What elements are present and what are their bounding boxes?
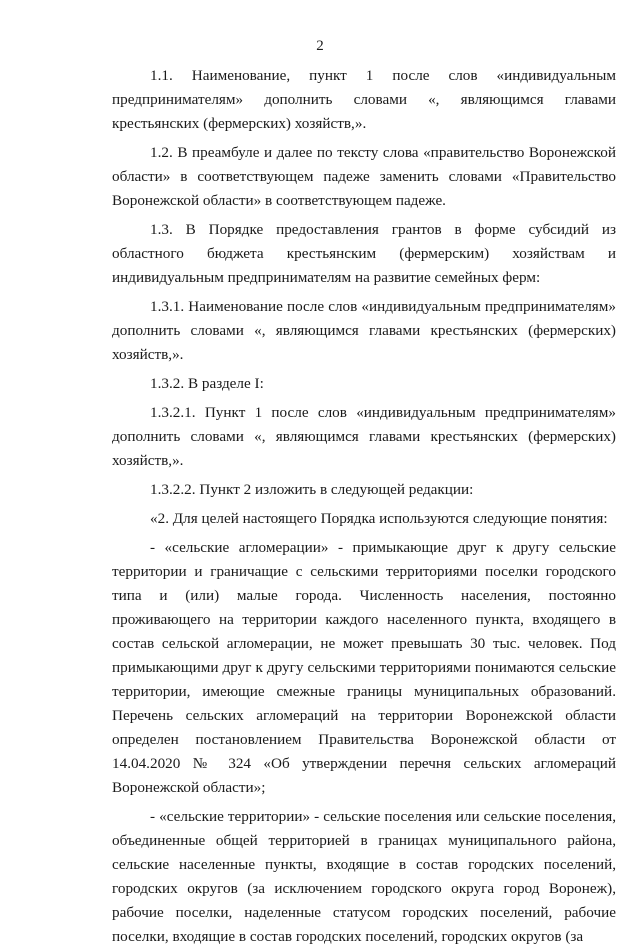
- paragraph-clause-2: «2. Для целей настоящего Порядка используются следующие понятия:: [150, 510, 608, 527]
- paragraph-1-3-1: 1.3.1. Наименование после слов «индивидуальным предпринимателям» дополнить словами «, являющимся главами крестьянских (фермерских) хозяйств,».: [112, 298, 616, 363]
- paragraph-1-3: 1.3. В Порядке предоставления грантов в форме субсидий из областного бюджета крестьянским (фермерским) хозяйствам и индивидуальным предпринимателям на развитие семейных ферм:: [112, 221, 616, 286]
- paragraph-1-2: 1.2. В преамбуле и далее по тексту слова «правительство Воронежской области» в соответствующем падеже заменить словами «Правительство Воронежской области» в соответствующем падеже.: [112, 144, 616, 209]
- document-body: [112, 64, 616, 949]
- paragraph-rural-territories: - «сельские территории» - сельские поселения или сельские поселения, объединенные общей территорией в границах муниципального района, сельские населенные пункты, входящие в состав городских поселений, городских округов (за исключением городского округа город Воронеж), рабочие поселки, наделенные статусом городских поселений, рабочие поселки, входящие в состав городских поселений, городских округов (за: [112, 808, 616, 945]
- paragraph-1-3-2-2: 1.3.2.2. Пункт 2 изложить в следующей редакции:: [150, 481, 474, 498]
- page-number: 2: [316, 38, 324, 54]
- paragraph-1-1: 1.1. Наименование, пункт 1 после слов «индивидуальным предпринимателям» дополнить словами «, являющимся главами крестьянских (фермерских) хозяйств,».: [112, 67, 616, 132]
- paragraph-rural-agglomerations: - «сельские агломерации» - примыкающие друг к другу сельские территории и граничащие с сельскими территориями поселки городского типа и (или) малые города. Численность населения, постоянно проживающего на территории каждого населенного пункта, входящего в состав сельской агломерации, не может превышать 30 тыс. человек. Под примыкающими друг к другу сельскими территориями понимаются сельские территории, имеющие смежные границы муниципальных образований. Перечень сельских агломераций на территории Воронежской области определен постановлением Правительства Воронежской области от 14.04.2020 № 324 «Об утверждении перечня сельских агломераций Воронежской области»;: [112, 539, 616, 796]
- paragraph-1-3-2: 1.3.2. В разделе I:: [150, 375, 264, 392]
- paragraph-1-3-2-1: 1.3.2.1. Пункт 1 после слов «индивидуальным предпринимателям» дополнить словами «, являющимся главами крестьянских (фермерских) хозяйств,».: [112, 404, 616, 469]
